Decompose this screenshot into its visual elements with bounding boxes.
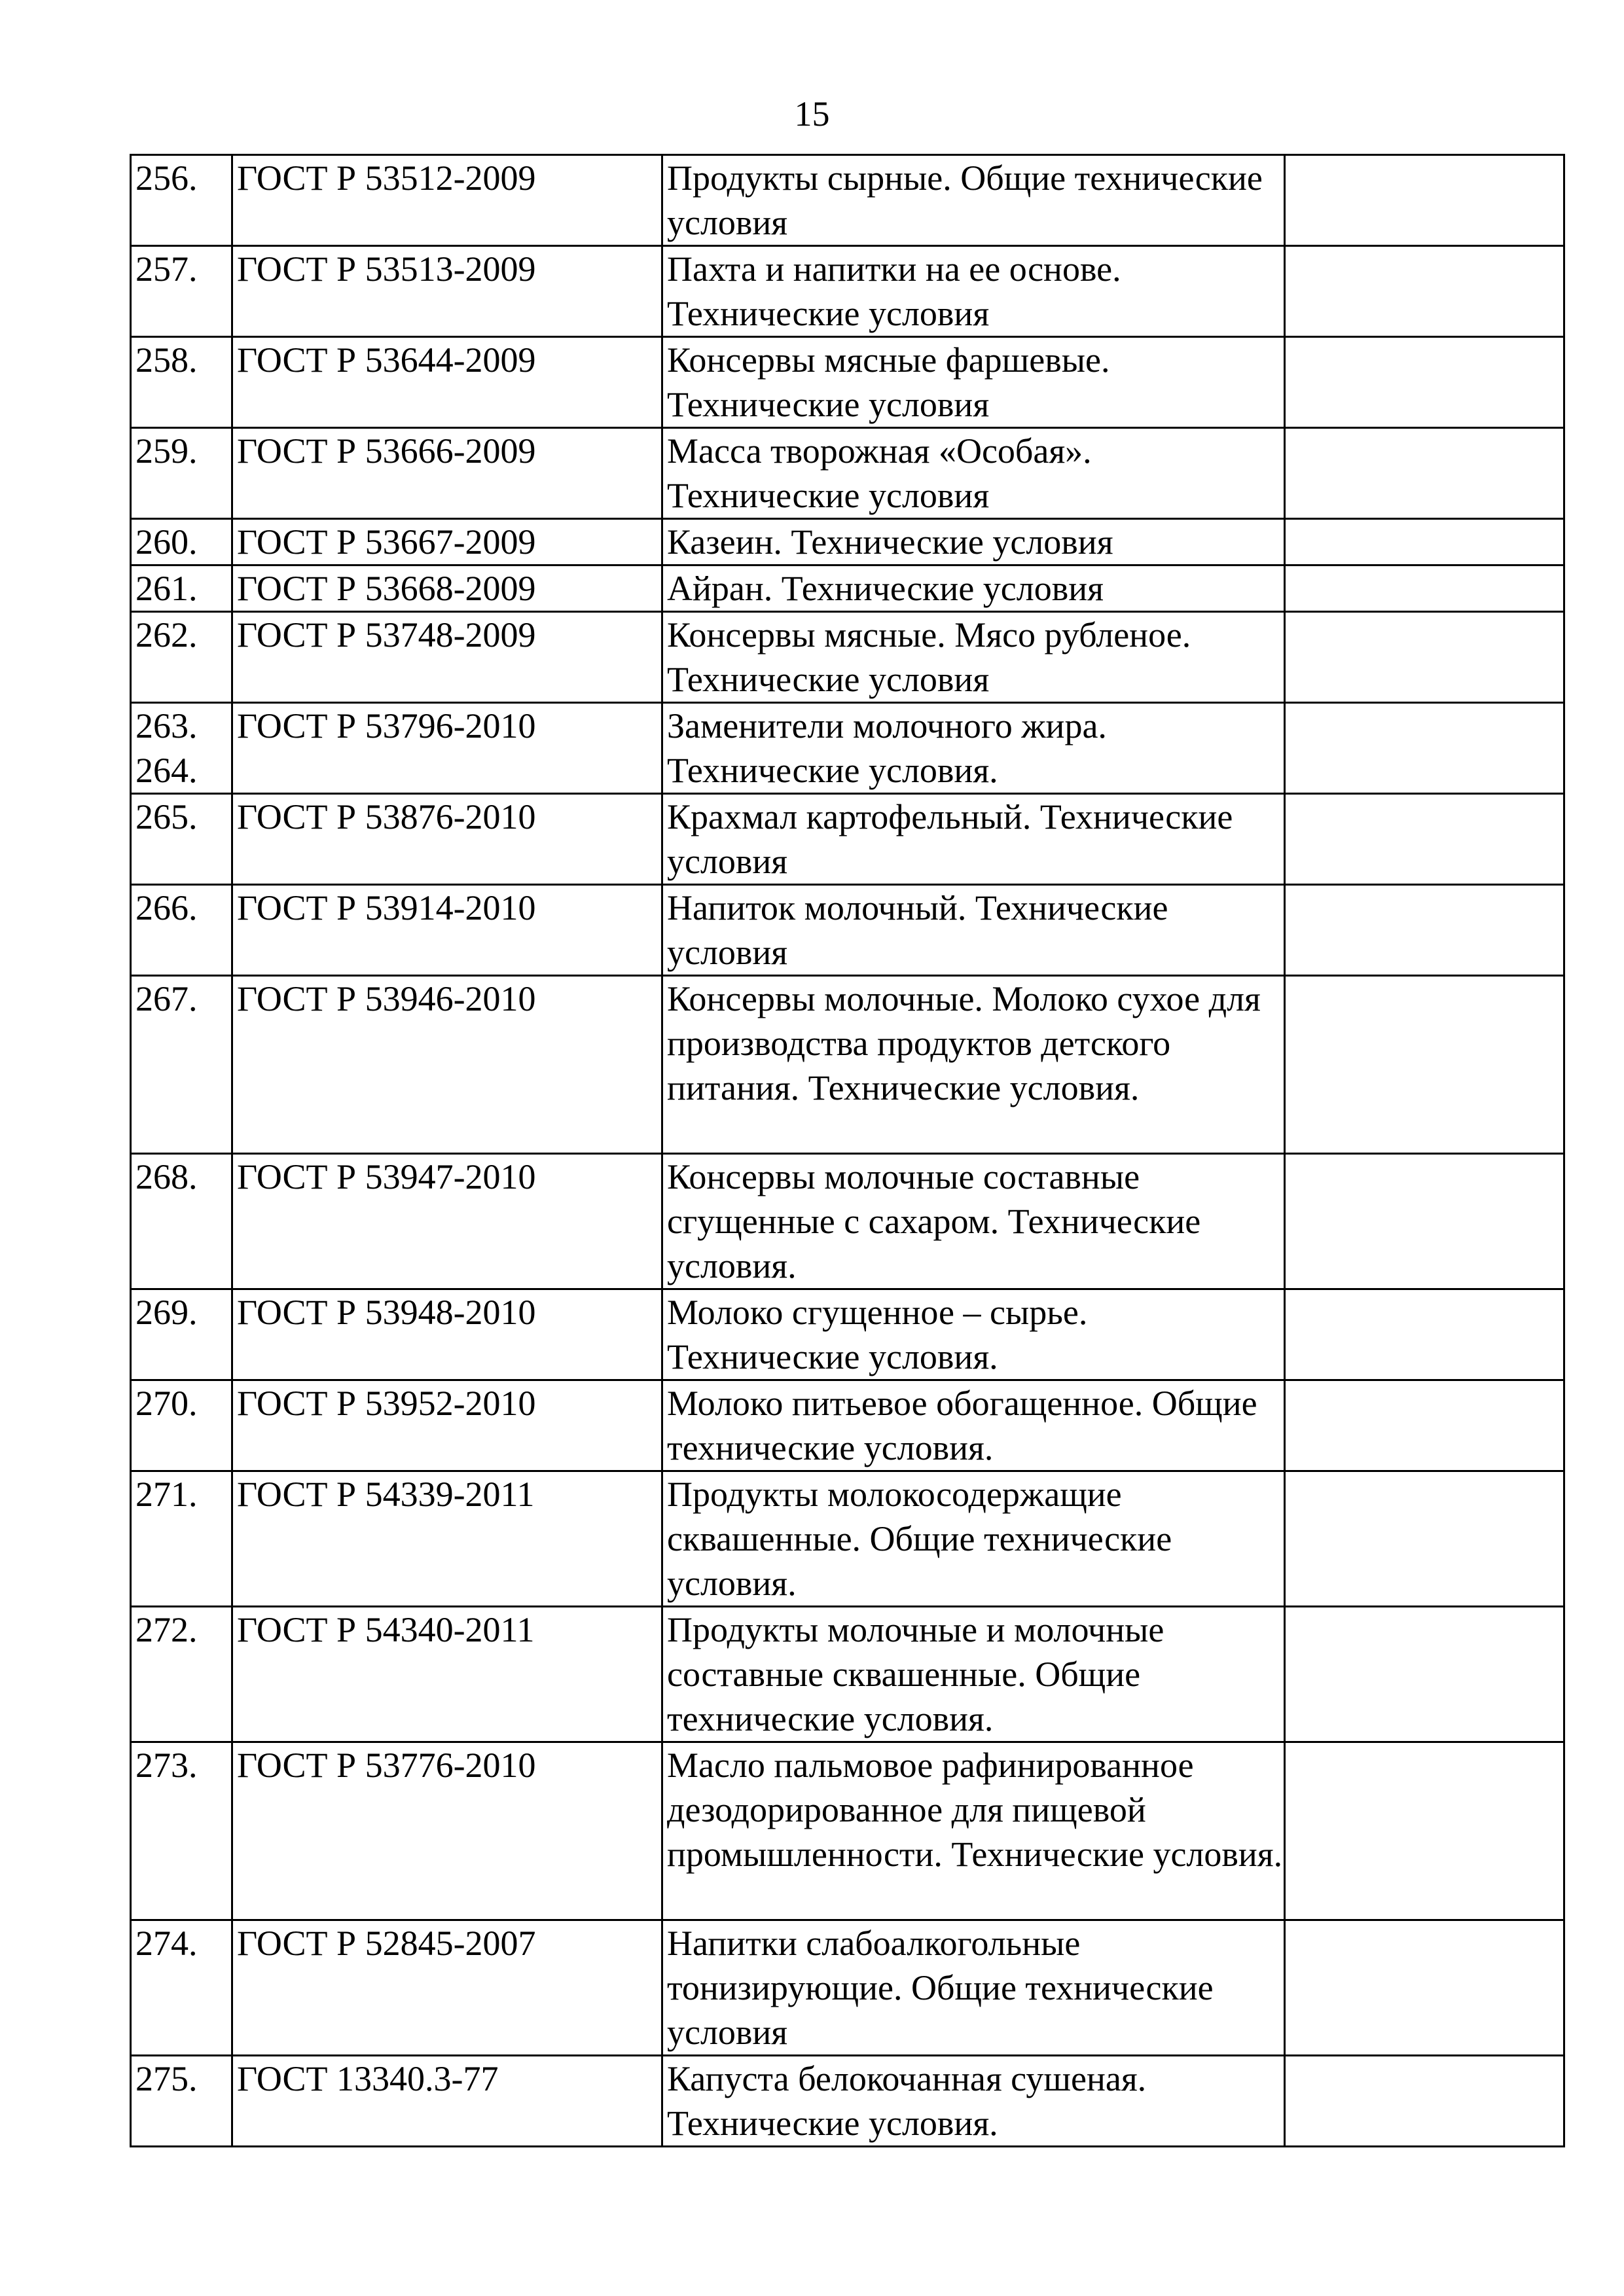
standard-code-cell: ГОСТ Р 53796-2010 [232,703,662,794]
row-number: 270. [135,1384,198,1423]
row-number-cell [131,1920,232,2056]
table-row [131,703,1564,794]
row-number: 269. [135,1293,198,1332]
row-number-cell [131,1289,232,1380]
row-number: 261. [135,569,198,608]
table-row [131,1289,1564,1380]
empty-notes-cell [1285,1289,1564,1380]
standard-code-cell: ГОСТ Р 53914-2010 [232,885,662,976]
standard-title-cell: Консервы мясные фаршевые. Технические условия [662,337,1285,428]
row-number: 271. [135,1475,198,1514]
standard-code-cell: ГОСТ Р 53666-2009 [232,428,662,519]
empty-notes-cell [1285,428,1564,519]
empty-notes-cell [1285,1380,1564,1471]
standard-code-cell: ГОСТ 13340.3-77 [232,2056,662,2147]
row-number: 260. [135,522,198,562]
standard-code-cell: ГОСТ Р 52845-2007 [232,1920,662,2056]
row-number: 273. [135,1746,198,1785]
empty-notes-cell [1285,885,1564,976]
row-number-cell [131,428,232,519]
standard-title-cell: Капуста белокочанная сушеная. Технические условия. [662,2056,1285,2147]
empty-notes-cell [1285,1742,1564,1920]
table-row [131,1154,1564,1289]
row-number-cell [131,1471,232,1607]
empty-notes-cell [1285,703,1564,794]
table-row [131,2056,1564,2147]
standard-title-cell: Масса творожная «Особая». Технические условия [662,428,1285,519]
row-number-cell [131,565,232,612]
empty-notes-cell [1285,2056,1564,2147]
row-number: 263. [135,706,198,745]
empty-notes-cell [1285,1920,1564,2056]
standard-code-cell: ГОСТ Р 53512-2009 [232,155,662,246]
row-number-cell [131,612,232,703]
row-number-cell [131,1380,232,1471]
row-number: 268. [135,1157,198,1196]
row-number-cell [131,155,232,246]
table-row [131,565,1564,612]
row-number-cell [131,1607,232,1742]
standard-code-cell: ГОСТ Р 53513-2009 [232,246,662,337]
empty-notes-cell [1285,565,1564,612]
standard-title-cell: Молоко питьевое обогащенное. Общие технические условия. [662,1380,1285,1471]
row-number-cell [131,246,232,337]
standard-code-cell: ГОСТ Р 53748-2009 [232,612,662,703]
table-row [131,1471,1564,1607]
row-number: 257. [135,249,198,289]
table-row [131,246,1564,337]
row-number: 267. [135,979,198,1018]
standard-title-cell: Заменители молочного жира. Технические условия. [662,703,1285,794]
row-number-cell [131,519,232,565]
row-number-cell [131,976,232,1154]
table-row [131,612,1564,703]
standard-title-cell: Консервы мясные. Мясо рубленое. Технические условия [662,612,1285,703]
row-number: 256. [135,158,198,198]
table-row [131,1742,1564,1920]
row-number: 274. [135,1924,198,1963]
standard-title-cell: Продукты молочные и молочные составные сквашенные. Общие технические условия. [662,1607,1285,1742]
row-number-cell [131,337,232,428]
standard-title-cell: Казеин. Технические условия [662,519,1285,565]
standard-code-cell: ГОСТ Р 54339-2011 [232,1471,662,1607]
table-row [131,337,1564,428]
empty-notes-cell [1285,612,1564,703]
row-number-cell [131,794,232,885]
standard-code-cell: ГОСТ Р 53952-2010 [232,1380,662,1471]
standard-code-cell: ГОСТ Р 53668-2009 [232,565,662,612]
table-row [131,794,1564,885]
row-number: 275. [135,2059,198,2098]
standard-title-cell: Напиток молочный. Технические условия [662,885,1285,976]
empty-notes-cell [1285,1607,1564,1742]
row-number-cell [131,703,232,794]
standard-title-cell: Масло пальмовое рафинированное дезодорированное для пищевой промышленности. Технические условия. [662,1742,1285,1920]
row-number-cell [131,1742,232,1920]
table-row [131,1920,1564,2056]
standard-code-cell: ГОСТ Р 53948-2010 [232,1289,662,1380]
row-number: 272. [135,1610,198,1649]
standards-table [130,154,1565,2147]
empty-notes-cell [1285,246,1564,337]
standard-title-cell: Продукты сырные. Общие технические условия [662,155,1285,246]
row-number: 262. [135,615,198,655]
empty-notes-cell [1285,1471,1564,1607]
standard-title-cell: Продукты молокосодержащие сквашенные. Общие технические условия. [662,1471,1285,1607]
table-row [131,428,1564,519]
table-row [131,155,1564,246]
row-number-cell [131,1154,232,1289]
empty-notes-cell [1285,519,1564,565]
standard-code-cell: ГОСТ Р 53667-2009 [232,519,662,565]
row-number-cell [131,2056,232,2147]
table-row [131,1607,1564,1742]
standard-code-cell: ГОСТ Р 54340-2011 [232,1607,662,1742]
table-row [131,976,1564,1154]
standard-code-cell: ГОСТ Р 53947-2010 [232,1154,662,1289]
standards-table-body [131,155,1564,2147]
empty-notes-cell [1285,337,1564,428]
empty-notes-cell [1285,794,1564,885]
standard-title-cell: Крахмал картофельный. Технические условия [662,794,1285,885]
table-row [131,885,1564,976]
standard-title-cell: Консервы молочные. Молоко сухое для производства продуктов детского питания. Технические условия. [662,976,1285,1154]
standard-code-cell: ГОСТ Р 53644-2009 [232,337,662,428]
row-number: 259. [135,431,198,471]
table-row [131,1380,1564,1471]
row-number: 258. [135,340,198,380]
standard-title-cell: Молоко сгущенное – сырье. Технические условия. [662,1289,1285,1380]
empty-notes-cell [1285,976,1564,1154]
standard-title-cell: Напитки слабоалкогольные тонизирующие. Общие технические условия [662,1920,1285,2056]
standard-code-cell: ГОСТ Р 53946-2010 [232,976,662,1154]
row-number-cell [131,885,232,976]
standard-title-cell: Пахта и напитки на ее основе. Технические условия [662,246,1285,337]
empty-notes-cell [1285,1154,1564,1289]
standard-title-cell: Айран. Технические условия [662,565,1285,612]
row-number-secondary: 264. [135,751,198,790]
table-row [131,519,1564,565]
standard-code-cell: ГОСТ Р 53876-2010 [232,794,662,885]
empty-notes-cell [1285,155,1564,246]
standard-code-cell: ГОСТ Р 53776-2010 [232,1742,662,1920]
page-number: 15 [794,94,830,134]
row-number: 265. [135,797,198,836]
row-number: 266. [135,888,198,927]
standard-title-cell: Консервы молочные составные сгущенные с сахаром. Технические условия. [662,1154,1285,1289]
